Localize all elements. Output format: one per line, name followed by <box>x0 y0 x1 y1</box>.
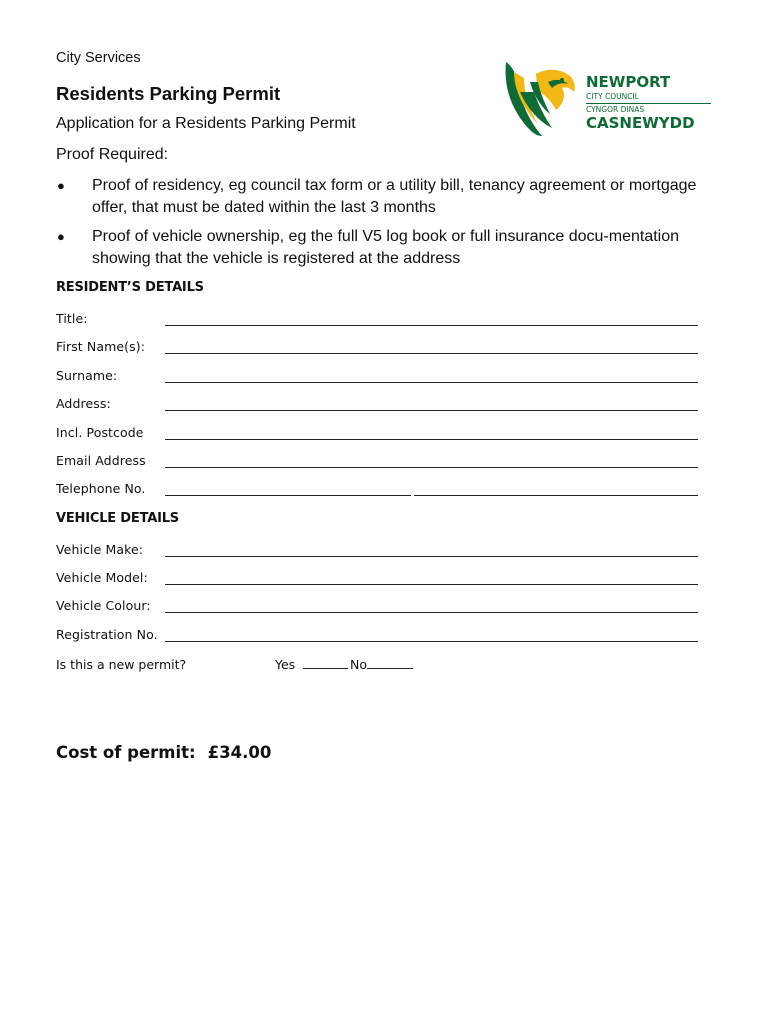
cost-value: £34.00 <box>207 743 272 762</box>
vehicle-colour-label: Vehicle Colour: <box>56 598 151 613</box>
telephone-label: Telephone No. <box>56 481 146 496</box>
yes-label: Yes <box>275 657 296 672</box>
proof-heading: Proof Required: <box>56 146 169 163</box>
logo-casnewydd: CASNEWYDD <box>586 114 695 132</box>
logo-cyngor-dinas: CYNGOR DINAS <box>586 103 711 115</box>
logo-text <box>586 74 711 131</box>
page-title: Residents Parking Permit <box>56 83 281 104</box>
vehicle-model-field[interactable] <box>165 584 698 585</box>
vehicle-make-label: Vehicle Make: <box>56 542 144 557</box>
newport-city-council-logo <box>500 52 715 142</box>
department-label: City Services <box>56 50 141 66</box>
new-permit-question: Is this a new permit? <box>56 657 187 672</box>
no-blank[interactable] <box>367 668 413 669</box>
first-name-label: First Name(s): <box>56 339 146 354</box>
proof-item-text: Proof of vehicle ownership, eg the full V5 log book or full insurance docu-mentation showing that the vehicle is registered at the address <box>92 228 680 267</box>
vehicle-make-field[interactable] <box>165 556 698 557</box>
surname-field[interactable] <box>165 382 698 383</box>
bullet-icon: ● <box>57 178 65 193</box>
registration-label: Registration No. <box>56 627 158 642</box>
registration-field[interactable] <box>165 641 698 642</box>
postcode-label: Incl. Postcode <box>56 425 144 440</box>
no-option <box>350 657 413 672</box>
title-label: Title: <box>56 311 88 326</box>
logo-newport: NEWPORT <box>586 73 671 91</box>
proof-item-text: Proof of residency, eg council tax form or a utility bill, tenancy agreement or mortgage offer, that must be dated within the last 3 months <box>92 177 697 216</box>
surname-label: Surname: <box>56 368 118 383</box>
cost-row <box>56 743 271 762</box>
telephone-field-part-2[interactable] <box>414 495 698 496</box>
cost-label: Cost of permit: <box>56 743 196 762</box>
yes-option <box>275 657 348 672</box>
email-label: Email Address <box>56 453 146 468</box>
vehicle-heading: VEHICLE DETAILS <box>56 511 179 526</box>
proof-item-residency <box>56 175 706 219</box>
no-label: No <box>350 657 367 672</box>
telephone-field-part-1[interactable] <box>165 495 411 496</box>
address-field[interactable] <box>165 410 698 411</box>
logo-city-council: CITY COUNCIL <box>586 92 639 101</box>
dragon-icon <box>500 52 586 142</box>
proof-item-vehicle <box>56 226 706 270</box>
page-subtitle: Application for a Residents Parking Permit <box>56 115 356 132</box>
residents-heading: RESIDENT’S DETAILS <box>56 280 204 295</box>
vehicle-colour-field[interactable] <box>165 612 698 613</box>
bullet-icon: ● <box>57 229 65 244</box>
proof-list <box>56 175 706 277</box>
vehicle-model-label: Vehicle Model: <box>56 570 148 585</box>
yes-blank[interactable] <box>303 668 348 669</box>
title-field[interactable] <box>165 325 698 326</box>
address-label: Address: <box>56 396 111 411</box>
new-permit-row <box>56 657 756 672</box>
email-field[interactable] <box>165 467 698 468</box>
postcode-field[interactable] <box>165 439 698 440</box>
first-name-field[interactable] <box>165 353 698 354</box>
